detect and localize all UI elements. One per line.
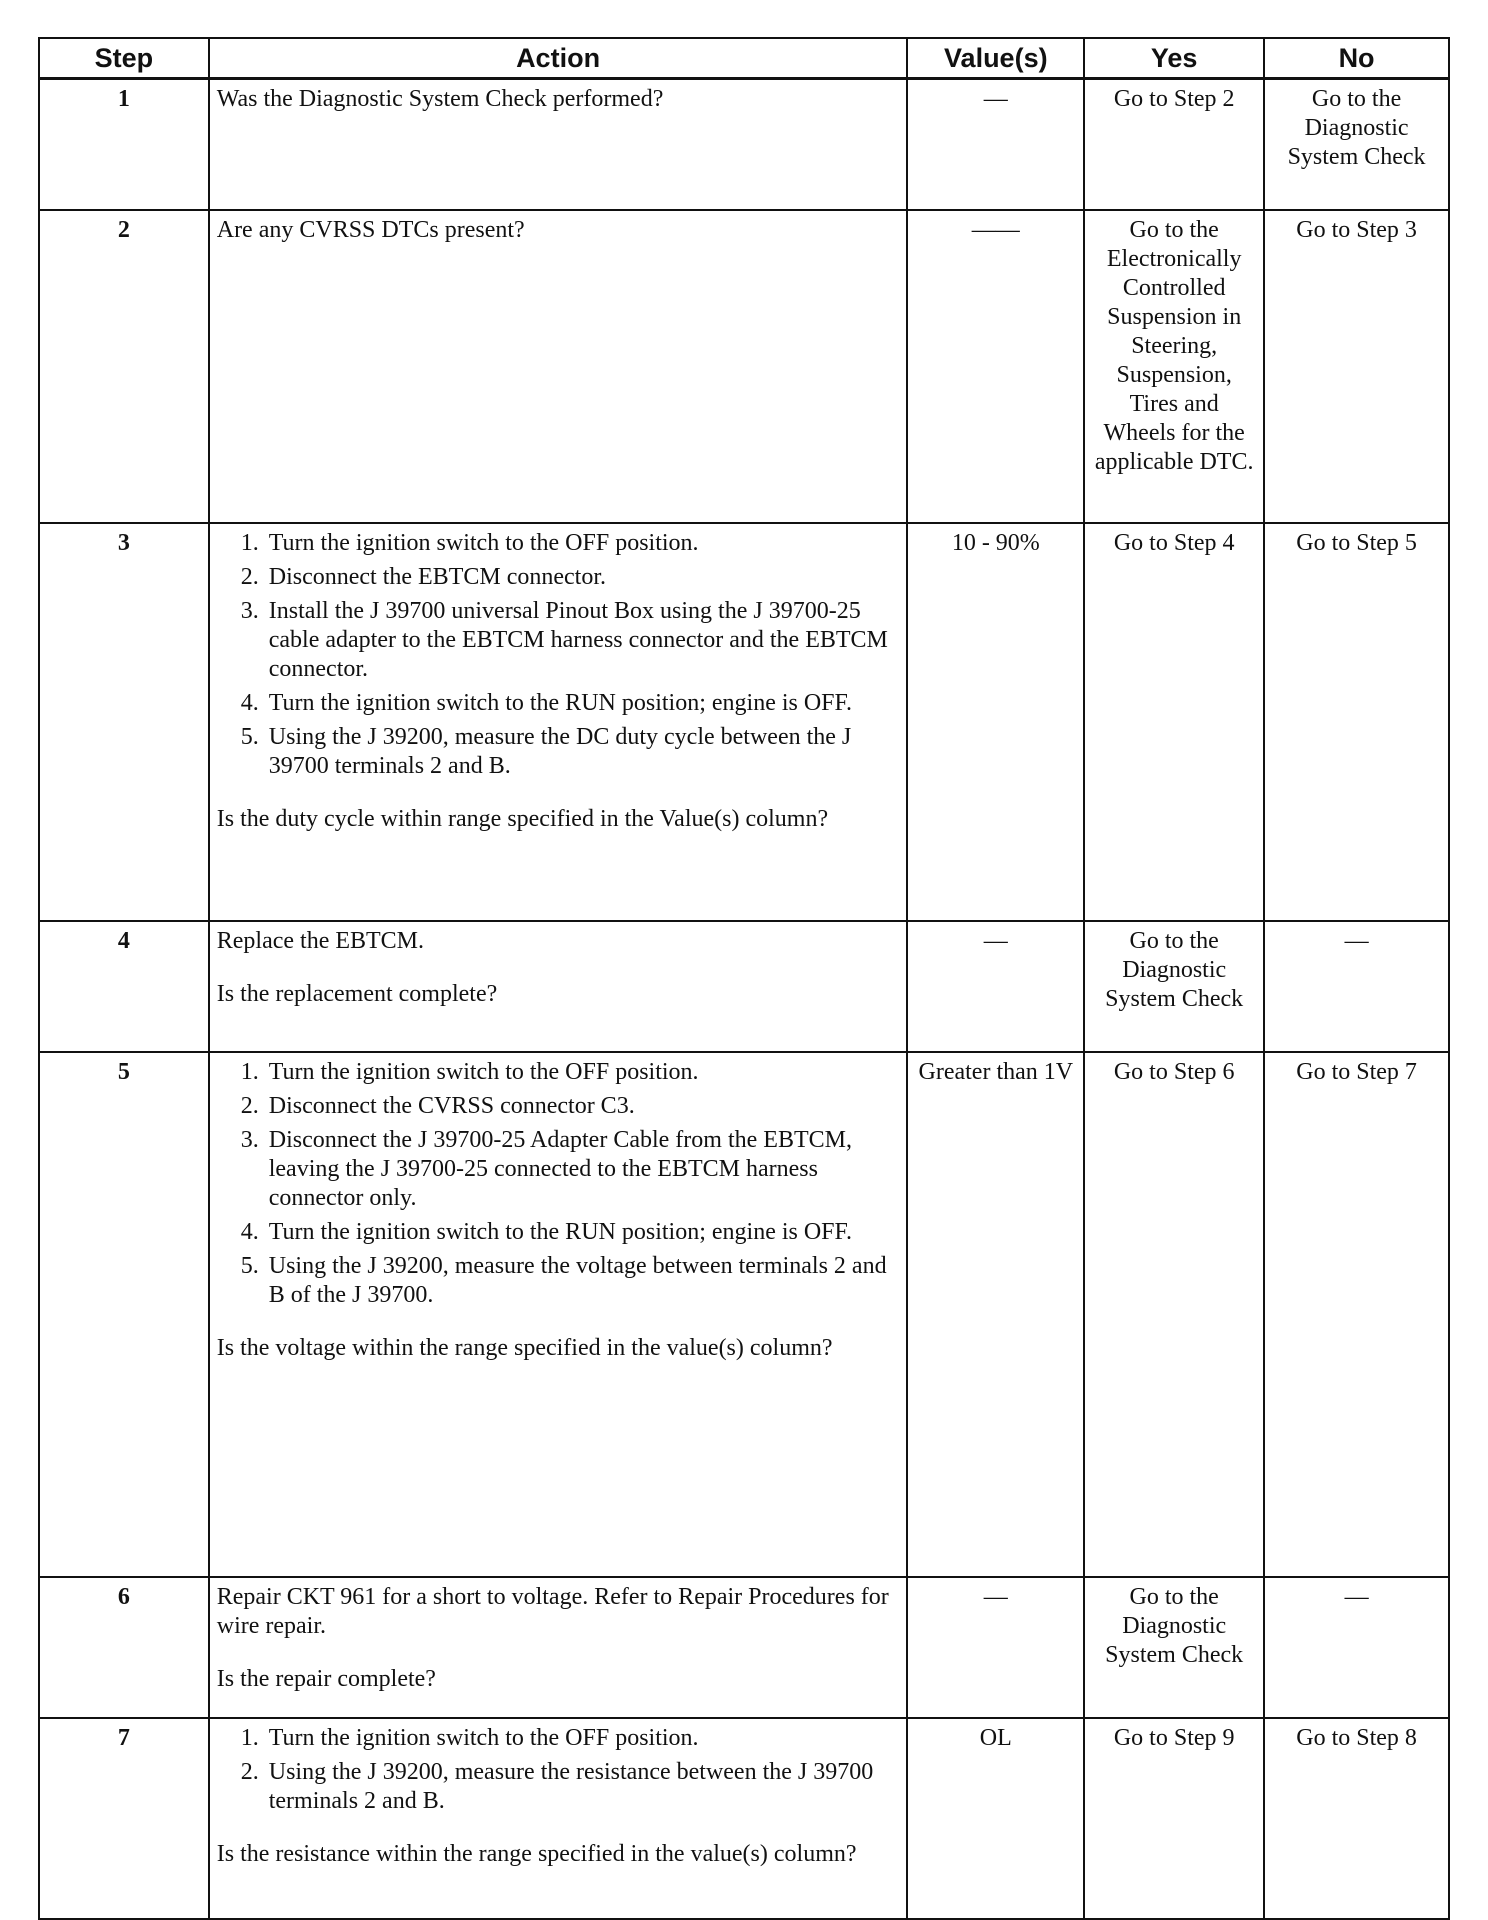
action-question: Is the replacement complete? <box>216 981 498 1007</box>
procedure-list <box>217 1724 900 1816</box>
no-cell: — <box>1264 1577 1449 1718</box>
action-cell <box>209 921 908 1052</box>
procedure-list <box>217 1058 900 1310</box>
header-no: No <box>1264 38 1449 79</box>
value-cell: 10 - 90% <box>907 523 1084 921</box>
step-number: 1 <box>39 79 209 211</box>
table-row <box>39 523 1449 921</box>
value-cell: — <box>907 79 1084 211</box>
table-row <box>39 210 1449 523</box>
header-row <box>39 38 1449 79</box>
procedure-step: 1. Turn the ignition switch to the OFF position. <box>265 1724 900 1753</box>
step-number: 6 <box>39 1577 209 1718</box>
table-row <box>39 79 1449 211</box>
action-cell <box>209 1052 908 1577</box>
header-step: Step <box>39 38 209 79</box>
action-cell <box>209 1718 908 1919</box>
action-question: Is the duty cycle within range specified in the Value(s) column? <box>216 806 829 832</box>
header-yes: Yes <box>1084 38 1264 79</box>
value-cell: —— <box>907 210 1084 523</box>
header-action: Action <box>209 38 908 79</box>
table-row <box>39 1052 1449 1577</box>
yes-cell: Go to the Diagnostic System Check <box>1084 921 1264 1052</box>
action-question: Is the repair complete? <box>216 1666 436 1692</box>
procedure-step: 5. Using the J 39200, measure the voltage between terminals 2 and B of the J 39700. <box>265 1252 900 1310</box>
procedure-step: 5. Using the J 39200, measure the DC duty cycle between the J 39700 terminals 2 and B. <box>265 723 900 781</box>
yes-cell: Go to the Diagnostic System Check <box>1084 1577 1264 1718</box>
procedure-step: 2. Disconnect the CVRSS connector C3. <box>265 1092 900 1121</box>
value-cell: — <box>907 1577 1084 1718</box>
table-row <box>39 921 1449 1052</box>
procedure-step: 4. Turn the ignition switch to the RUN position; engine is OFF. <box>265 1218 900 1247</box>
step-number: 5 <box>39 1052 209 1577</box>
action-text: Was the Diagnostic System Check performed? <box>216 86 664 112</box>
action-cell <box>209 79 908 211</box>
diagnostic-table <box>38 37 1450 1920</box>
header-values: Value(s) <box>907 38 1084 79</box>
action-cell <box>209 210 908 523</box>
procedure-step: 3. Disconnect the J 39700-25 Adapter Cable from the EBTCM, leaving the J 39700-25 connected to the EBTCM harness connector only. <box>265 1126 900 1213</box>
table-row <box>39 1718 1449 1919</box>
no-cell: Go to the Diagnostic System Check <box>1264 79 1449 211</box>
procedure-step: 1. Turn the ignition switch to the OFF position. <box>265 1058 900 1087</box>
action-text: Replace the EBTCM. <box>216 928 425 954</box>
no-cell: — <box>1264 921 1449 1052</box>
no-cell: Go to Step 5 <box>1264 523 1449 921</box>
action-question: Is the resistance within the range specified in the value(s) column? <box>216 1841 857 1867</box>
action-cell <box>209 1577 908 1718</box>
step-number: 3 <box>39 523 209 921</box>
yes-cell: Go to Step 2 <box>1084 79 1264 211</box>
step-number: 2 <box>39 210 209 523</box>
procedure-step: 2. Using the J 39200, measure the resistance between the J 39700 terminals 2 and B. <box>265 1758 900 1816</box>
no-cell: Go to Step 7 <box>1264 1052 1449 1577</box>
step-number: 7 <box>39 1718 209 1919</box>
table-row <box>39 1577 1449 1718</box>
value-cell: — <box>907 921 1084 1052</box>
procedure-list <box>217 529 900 781</box>
action-text: Are any CVRSS DTCs present? <box>216 217 525 243</box>
value-cell: OL <box>907 1718 1084 1919</box>
procedure-step: 2. Disconnect the EBTCM connector. <box>265 563 900 592</box>
yes-cell: Go to Step 6 <box>1084 1052 1264 1577</box>
yes-cell: Go to Step 4 <box>1084 523 1264 921</box>
no-cell: Go to Step 3 <box>1264 210 1449 523</box>
procedure-step: 1. Turn the ignition switch to the OFF position. <box>265 529 900 558</box>
action-question: Is the voltage within the range specified in the value(s) column? <box>216 1335 833 1361</box>
procedure-step: 3. Install the J 39700 universal Pinout Box using the J 39700-25 cable adapter to the EBTCM harness connector and the EBTCM connector. <box>265 597 900 684</box>
action-text: Repair CKT 961 for a short to voltage. Refer to Repair Procedures for wire repair. <box>216 1584 889 1639</box>
yes-cell: Go to the Electronically Controlled Suspension in Steering, Suspension, Tires and Wheels for the applicable DTC. <box>1084 210 1264 523</box>
no-cell: Go to Step 8 <box>1264 1718 1449 1919</box>
procedure-step: 4. Turn the ignition switch to the RUN position; engine is OFF. <box>265 689 900 718</box>
value-cell: Greater than 1V <box>907 1052 1084 1577</box>
yes-cell: Go to Step 9 <box>1084 1718 1264 1919</box>
step-number: 4 <box>39 921 209 1052</box>
action-cell <box>209 523 908 921</box>
